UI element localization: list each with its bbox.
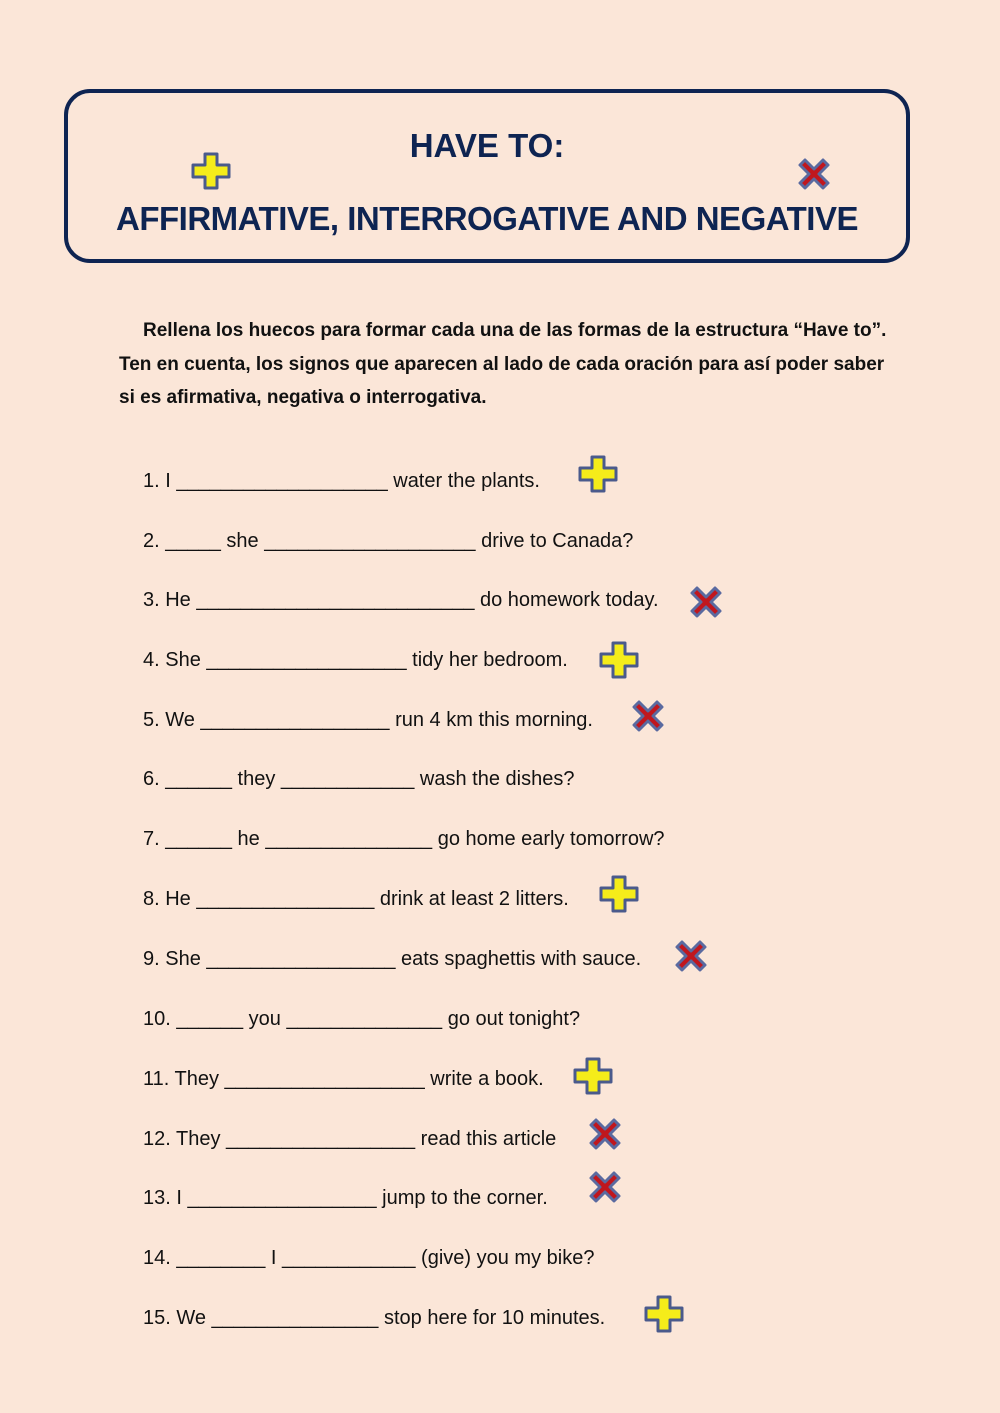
exercise-item: 7. ______ he _______________ go home early tomorrow? <box>143 828 665 850</box>
exercise-item: 3. He _________________________ do homework today. <box>143 589 659 611</box>
exercise-item: 9. She _________________ eats spaghettis with sauce. <box>143 948 642 970</box>
cross-icon <box>795 155 833 193</box>
plus-icon <box>191 152 231 190</box>
exercise-item: 5. We _________________ run 4 km this morning. <box>143 709 593 731</box>
cross-icon <box>586 1115 624 1153</box>
page-title: HAVE TO: <box>409 127 565 164</box>
plus-icon <box>599 641 639 679</box>
plus-icon <box>599 875 639 913</box>
plus-icon <box>573 1057 613 1095</box>
cross-icon <box>629 697 667 735</box>
exercise-item: 14. ________ I ____________ (give) you my bike? <box>143 1247 595 1269</box>
page-subtitle: AFFIRMATIVE, INTERROGATIVE AND NEGATIVE <box>116 200 858 237</box>
instructions-text: Rellena los huecos para formar cada una de las formas de la estructura “Have to”. Ten en cuenta, los signos que aparecen al lado de cada oración para así poder saber si es afirmativa, negativa o interrogativa. <box>119 320 887 408</box>
exercise-item: 6. ______ they ____________ wash the dishes? <box>143 768 575 790</box>
cross-icon <box>687 583 725 621</box>
exercise-item: 8. He ________________ drink at least 2 litters. <box>143 888 569 910</box>
exercise-item: 1. I ___________________ water the plants. <box>143 470 540 492</box>
exercise-item: 2. _____ she ___________________ drive to Canada? <box>143 530 634 552</box>
plus-icon <box>578 455 618 493</box>
exercise-item: 4. She __________________ tidy her bedroom. <box>143 649 568 671</box>
exercise-item: 12. They _________________ read this article <box>143 1128 557 1150</box>
exercise-item: 10. ______ you ______________ go out tonight? <box>143 1008 581 1030</box>
exercise-item: 15. We _______________ stop here for 10 minutes. <box>143 1307 606 1329</box>
cross-icon <box>586 1168 624 1206</box>
cross-icon <box>672 937 710 975</box>
plus-icon <box>644 1295 684 1333</box>
exercise-item: 13. I _________________ jump to the corner. <box>143 1187 548 1209</box>
exercise-item: 11. They __________________ write a book. <box>143 1068 544 1090</box>
